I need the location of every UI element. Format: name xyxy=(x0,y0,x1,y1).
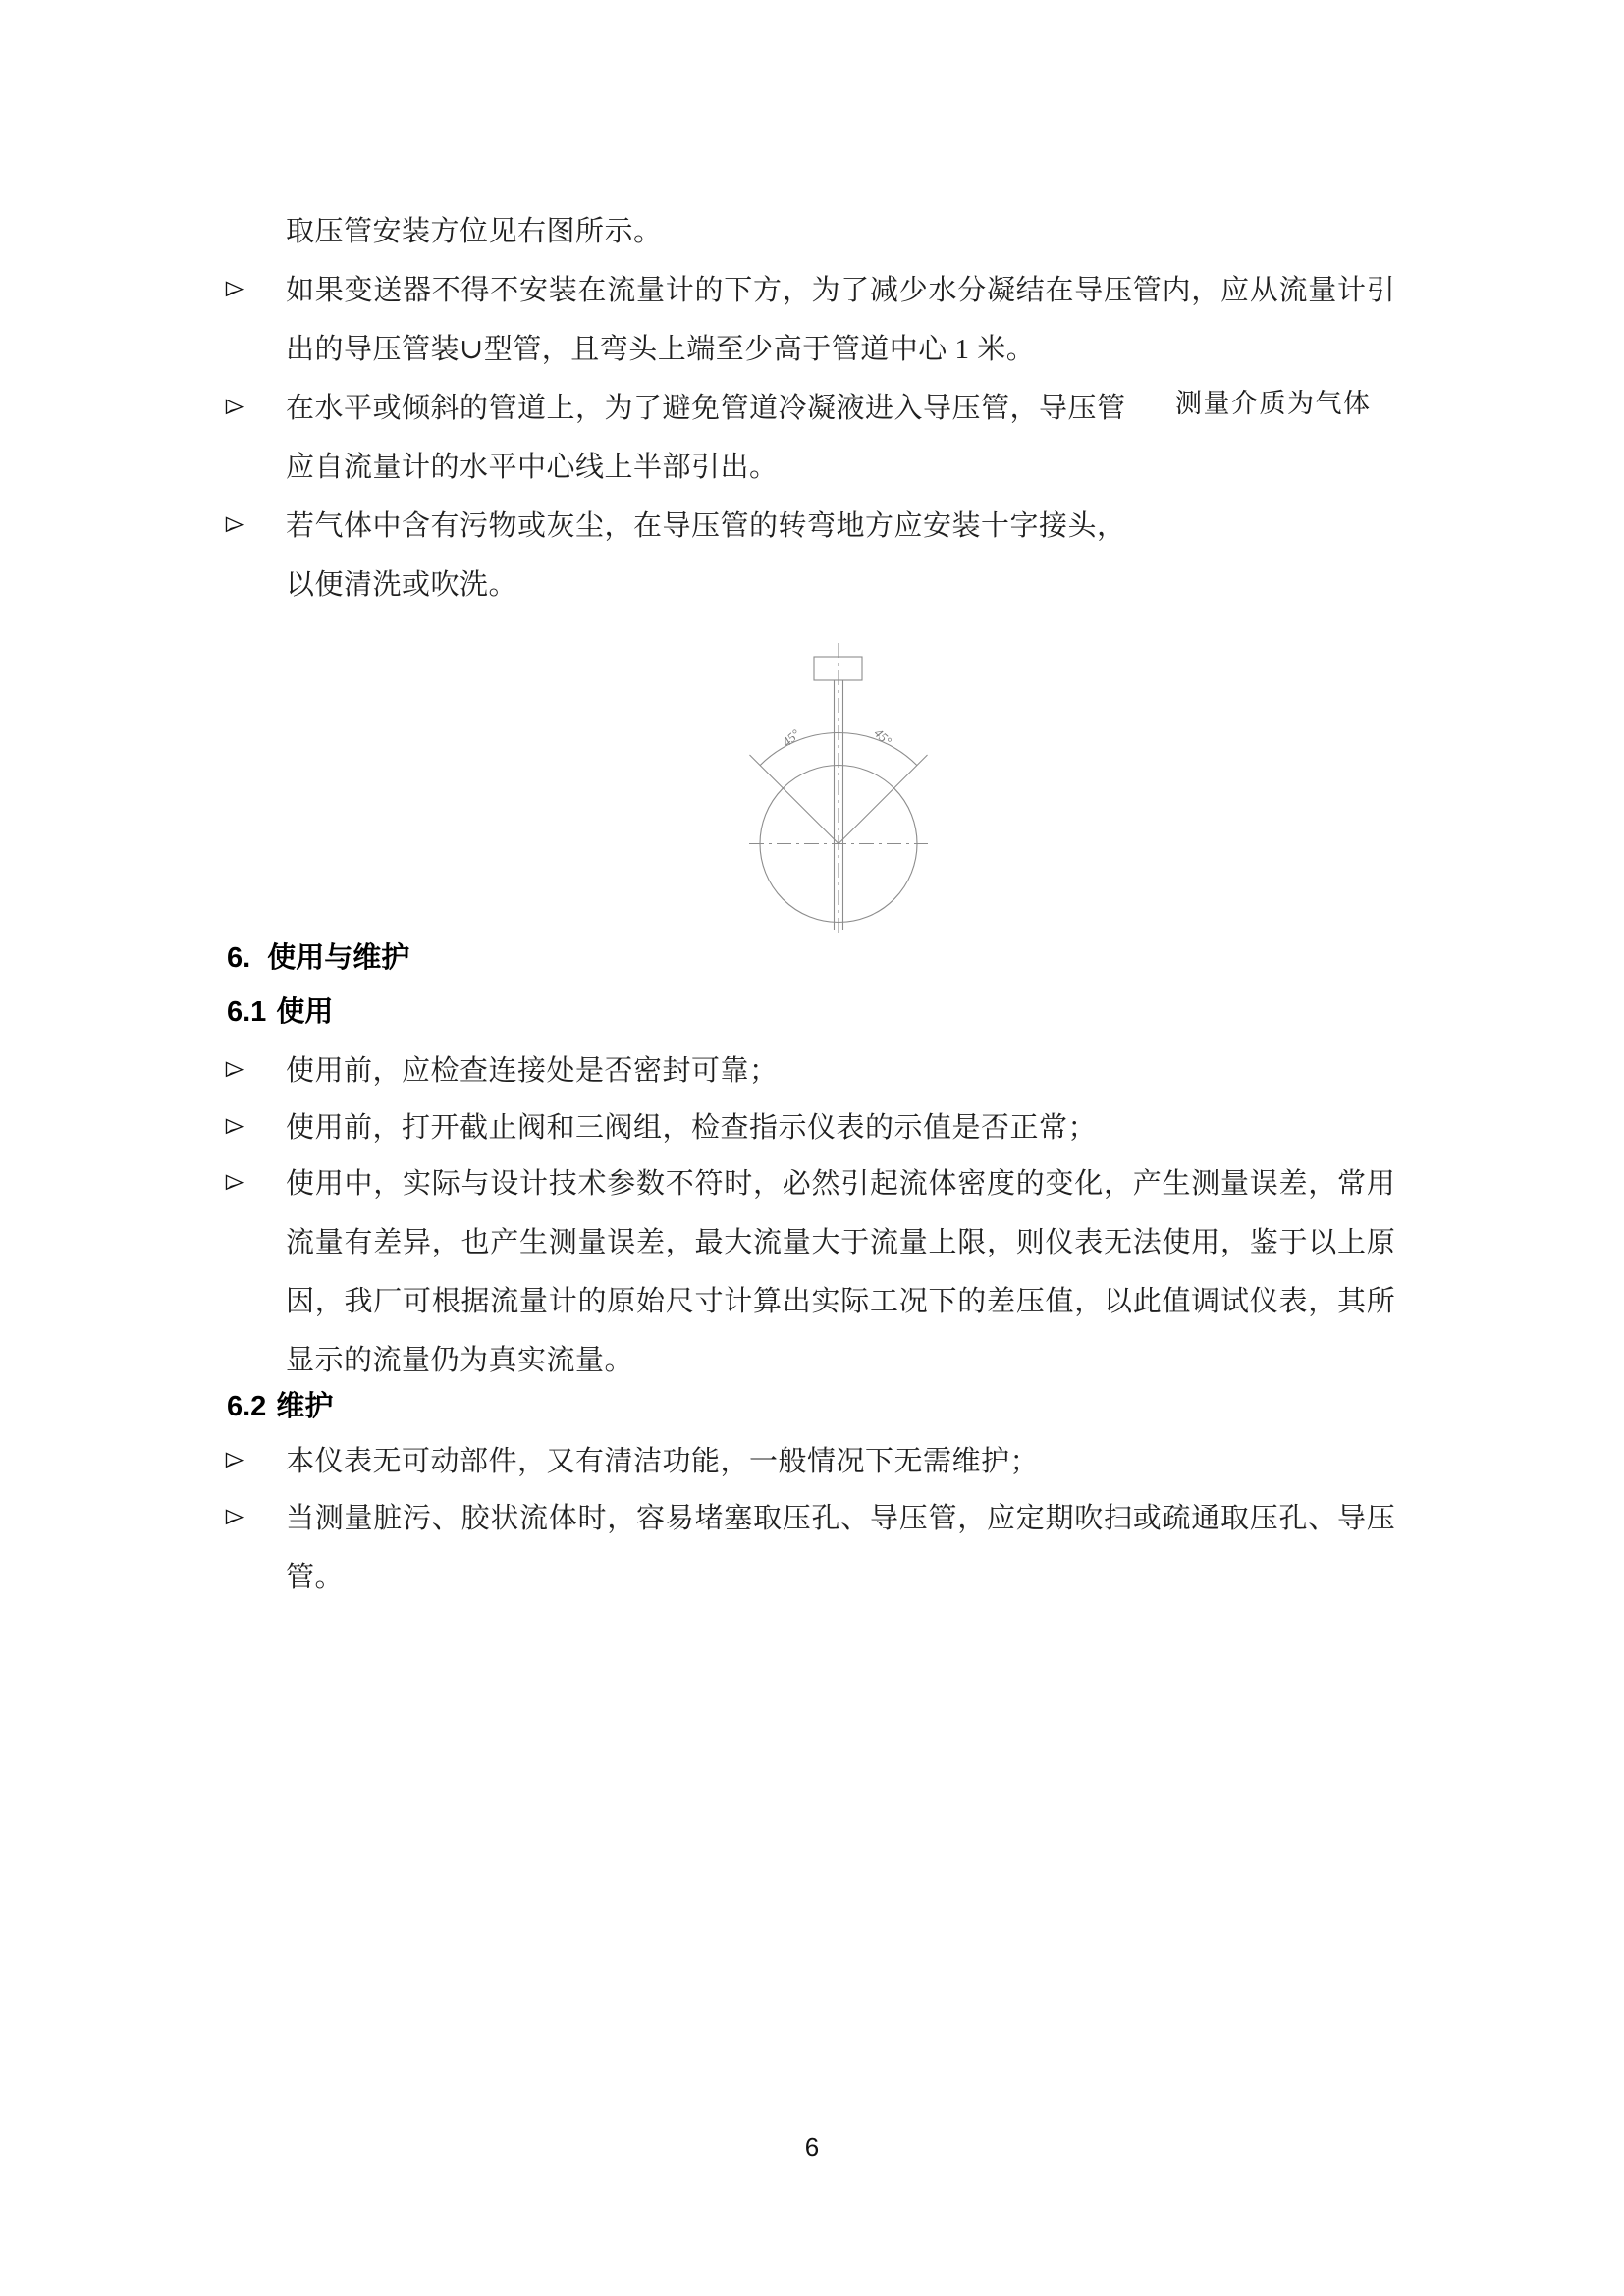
section-title: 使用 xyxy=(276,996,334,1028)
bullet-arrow-icon xyxy=(225,1118,244,1135)
bullet-arrow-icon xyxy=(225,516,244,533)
bullet-arrow-icon xyxy=(225,1452,244,1468)
bullet-line: 因，我厂可根据流量计的原始尺寸计算出实际工况下的差压值，以此值调试仪表，其所 xyxy=(286,1286,1395,1317)
angle-label-right: 45° xyxy=(871,724,895,749)
bullet-line: 使用前，打开截止阀和三阀组，检查指示仪表的示值是否正常； xyxy=(286,1112,1098,1144)
pressure-tap-orientation-diagram xyxy=(727,633,952,947)
section-number: 6.2 xyxy=(227,1391,267,1422)
section-title: 维护 xyxy=(276,1391,334,1422)
bullet-line: 若气体中含有污物或灰尘，在导压管的转弯地方应安装十字接头， xyxy=(286,510,1126,542)
bullet-line: 在水平或倾斜的管道上，为了避免管道冷凝液进入导压管，导压管 xyxy=(286,393,1126,424)
angle-label-left: 45° xyxy=(779,725,803,750)
section-heading-6-2 xyxy=(227,1390,333,1423)
bullet-line: 流量有差异，也产生测量误差，最大流量大于流量上限，则仪表无法使用，鉴于以上原 xyxy=(286,1227,1395,1258)
figure-caption: 测量介质为气体 xyxy=(1175,389,1372,418)
bullet-line: 使用前，应检查连接处是否密封可靠； xyxy=(286,1055,779,1087)
section-title: 使用与维护 xyxy=(267,942,410,974)
section-number: 6. xyxy=(227,942,251,974)
bullet-line: 当测量脏污、胶状流体时，容易堵塞取压孔、导压管，应定期吹扫或疏通取压孔、导压 xyxy=(286,1503,1395,1534)
bullet-line: 本仪表无可动部件，又有清洁功能，一般情况下无需维护； xyxy=(286,1446,1040,1477)
section-number: 6.1 xyxy=(227,996,267,1028)
bullet-arrow-icon xyxy=(225,281,244,297)
bullet-line: 应自流量计的水平中心线上半部引出。 xyxy=(286,452,779,483)
right-45-line xyxy=(839,755,928,844)
bullet-arrow-icon xyxy=(225,399,244,415)
bullet-arrow-icon xyxy=(225,1509,244,1525)
bullet-arrow-icon xyxy=(225,1174,244,1191)
bullet-line: 管。 xyxy=(286,1562,345,1593)
bullet-line: 以便清洗或吹洗。 xyxy=(286,569,518,601)
paragraph-line: 取压管安装方位见右图所示。 xyxy=(286,216,663,247)
bullet-line: 使用中，实际与设计技术参数不符时，必然引起流体密度的变化，产生测量误差，常用 xyxy=(286,1168,1395,1200)
section-heading-6-1 xyxy=(227,995,333,1029)
bullet-arrow-icon xyxy=(225,1061,244,1078)
page-number: 6 xyxy=(804,2132,820,2162)
bullet-line: 出的导压管装∪型管，且弯头上端至少高于管道中心 1 米。 xyxy=(286,334,1036,365)
bullet-line: 显示的流量仍为真实流量。 xyxy=(286,1345,634,1376)
bullet-line: 如果变送器不得不安装在流量计的下方，为了减少水分凝结在导压管内，应从流量计引 xyxy=(286,275,1395,306)
section-heading-6 xyxy=(227,941,409,975)
left-45-line xyxy=(750,755,839,844)
